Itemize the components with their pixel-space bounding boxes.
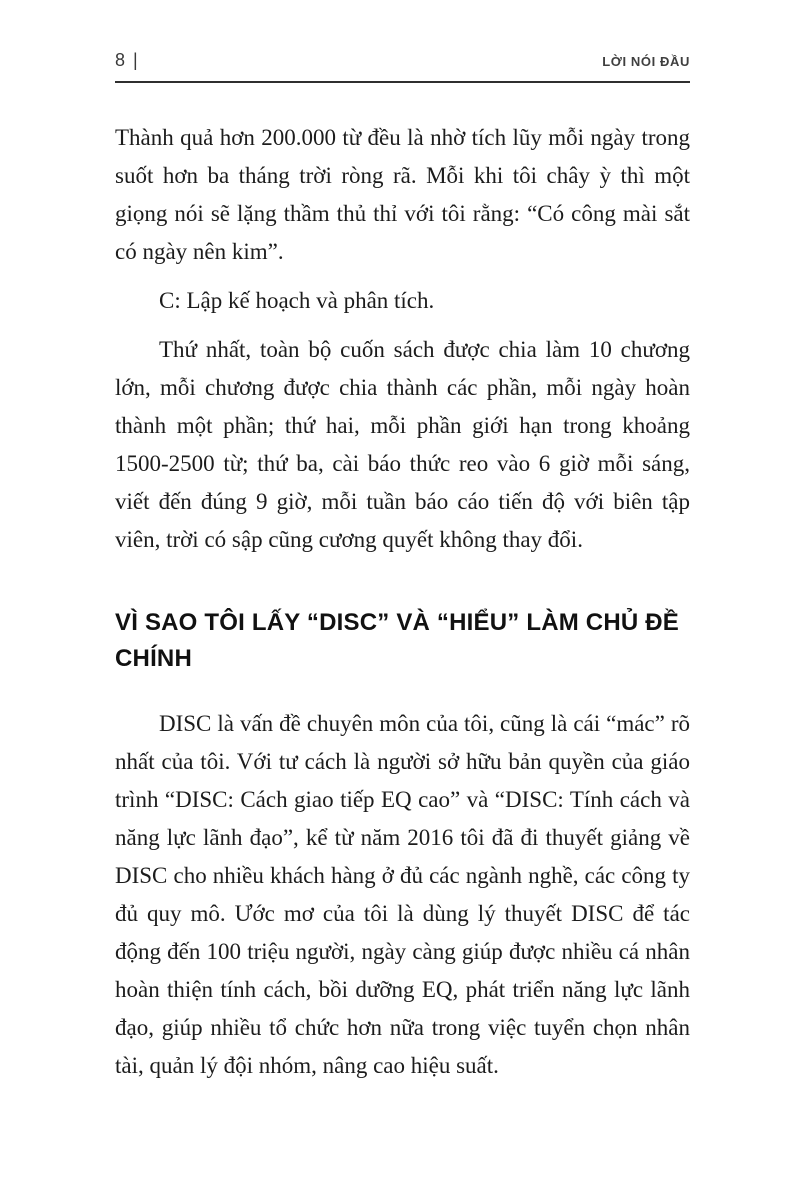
page-number-block bbox=[115, 50, 138, 71]
section-heading: VÌ SAO TÔI LẤY “DISC” VÀ “HIỂU” LÀM CHỦ ĐỀ CHÍNH bbox=[115, 609, 679, 672]
page-body bbox=[115, 119, 690, 1085]
header-rule bbox=[115, 81, 690, 83]
running-title: LỜI NÓI ĐẦU bbox=[602, 54, 690, 69]
page-number: 8 bbox=[115, 50, 126, 70]
paragraph: Thứ nhất, toàn bộ cuốn sách được chia làm 10 chương lớn, mỗi chương được chia thành các phần, mỗi ngày hoàn thành một phần; thứ hai, mỗi phần giới hạn trong khoảng 1500-2500 từ; thứ ba, cài báo thức reo vào 6 giờ mỗi sáng, viết đến đúng 9 giờ, mỗi tuần báo cáo tiến độ với biên tập viên, trời có sập cũng cương quyết không thay đổi. bbox=[115, 337, 690, 552]
page-header bbox=[115, 50, 690, 81]
page-number-separator: | bbox=[133, 50, 138, 70]
paragraph: C: Lập kế hoạch và phân tích. bbox=[159, 288, 435, 313]
paragraph: DISC là vấn đề chuyên môn của tôi, cũng là cái “mác” rõ nhất của tôi. Với tư cách là người sở hữu bản quyền của giáo trình “DISC: Cách giao tiếp EQ cao” và “DISC: Tính cách và năng lực lãnh đạo”, kể từ năm 2016 tôi đã đi thuyết giảng về DISC cho nhiều khách hàng ở đủ các ngành nghề, các công ty đủ quy mô. Ước mơ của tôi là dùng lý thuyết DISC để tác động đến 100 triệu người, ngày càng giúp được nhiều cá nhân hoàn thiện tính cách, bồi dưỡng EQ, phát triển năng lực lãnh đạo, giúp nhiều tổ chức hơn nữa trong việc tuyển chọn nhân tài, quản lý đội nhóm, nâng cao hiệu suất. bbox=[115, 711, 690, 1078]
paragraph: Thành quả hơn 200.000 từ đều là nhờ tích lũy mỗi ngày trong suốt hơn ba tháng trời ròng rã. Mỗi khi tôi chây ỳ thì một giọng nói sẽ lặng thầm thủ thỉ với tôi rằng: “Có công mài sắt có ngày nên kim”. bbox=[115, 125, 690, 264]
